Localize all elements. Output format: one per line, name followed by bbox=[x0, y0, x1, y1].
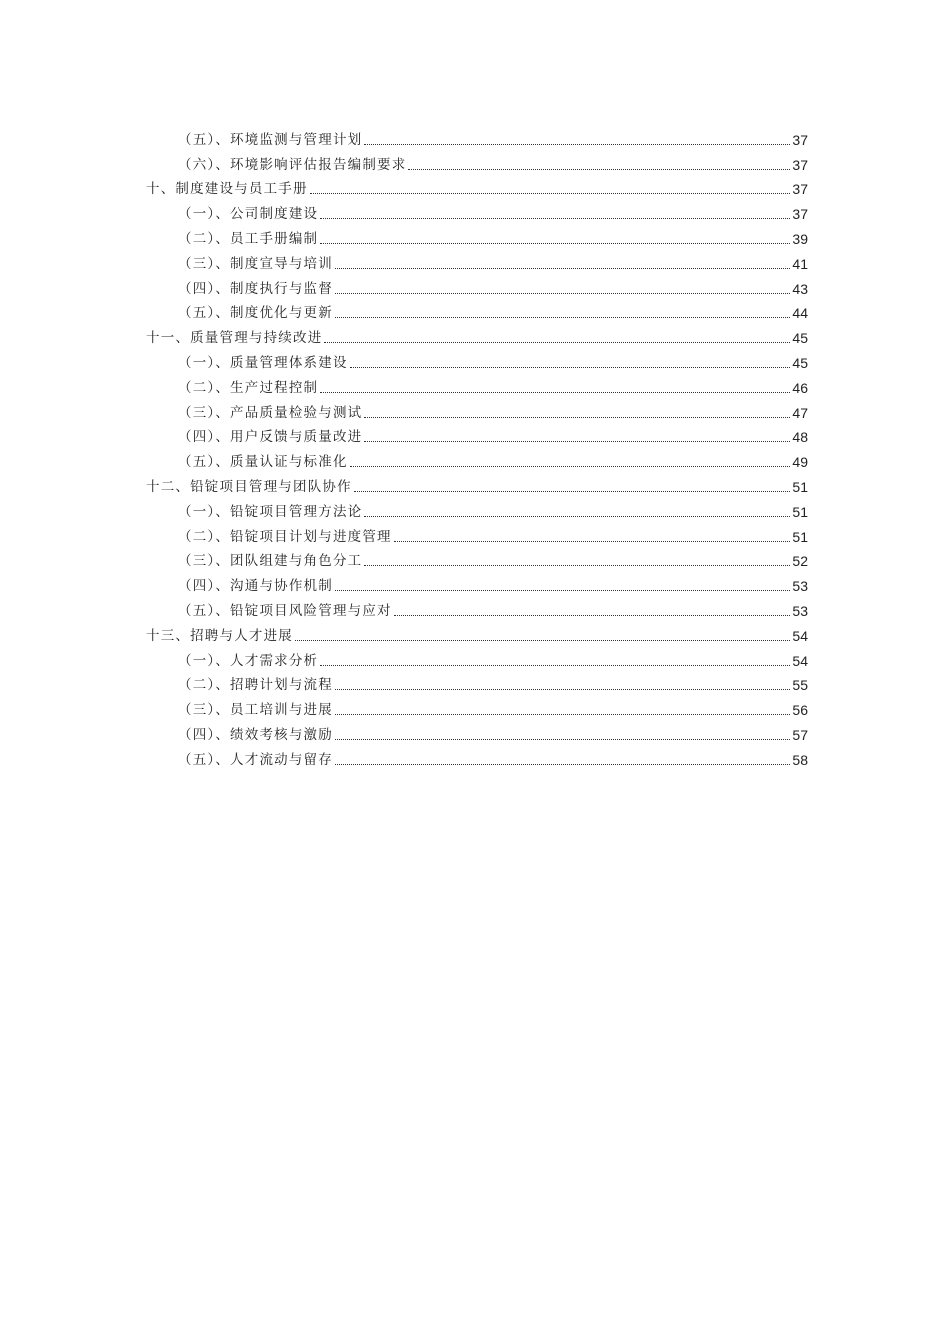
table-of-contents bbox=[146, 124, 808, 769]
toc-page-number: 53 bbox=[792, 602, 808, 619]
toc-dot-leader bbox=[408, 169, 790, 170]
toc-page-number: 53 bbox=[792, 578, 808, 595]
toc-section-entry[interactable] bbox=[146, 273, 808, 298]
toc-dot-leader bbox=[364, 441, 790, 442]
toc-entry-label: 十三、招聘与人才进展 bbox=[146, 627, 293, 644]
toc-dot-leader bbox=[320, 665, 790, 666]
toc-entry-label: （五）、制度优化与更新 bbox=[178, 305, 333, 322]
toc-section-entry[interactable] bbox=[146, 422, 808, 447]
toc-entry-label: （三）、员工培训与进展 bbox=[178, 702, 333, 719]
toc-page-number: 48 bbox=[792, 429, 808, 446]
toc-dot-leader bbox=[364, 565, 790, 566]
toc-entry-label: （五）、人才流动与留存 bbox=[178, 751, 333, 768]
toc-entry-label: （二）、生产过程控制 bbox=[178, 379, 319, 396]
toc-page-number: 44 bbox=[792, 305, 808, 322]
toc-dot-leader bbox=[335, 714, 790, 715]
toc-page-number: 45 bbox=[792, 354, 808, 371]
toc-section-entry[interactable] bbox=[146, 124, 808, 149]
toc-dot-leader bbox=[335, 293, 790, 294]
toc-page-number: 51 bbox=[792, 503, 808, 520]
toc-dot-leader bbox=[364, 417, 790, 418]
toc-dot-leader bbox=[354, 491, 791, 492]
toc-entry-label: （五）、铅锭项目风险管理与应对 bbox=[178, 602, 392, 619]
toc-section-entry[interactable] bbox=[146, 670, 808, 695]
toc-page-number: 51 bbox=[792, 528, 808, 545]
toc-entry-label: （三）、团队组建与角色分工 bbox=[178, 553, 363, 570]
toc-entry-label: （二）、铅锭项目计划与进度管理 bbox=[178, 528, 392, 545]
toc-page-number: 54 bbox=[792, 652, 808, 669]
toc-dot-leader bbox=[394, 615, 791, 616]
toc-page-number: 56 bbox=[792, 702, 808, 719]
toc-entry-label: （四）、用户反馈与质量改进 bbox=[178, 429, 363, 446]
toc-section-entry[interactable] bbox=[146, 694, 808, 719]
toc-page-number: 37 bbox=[792, 181, 808, 198]
toc-dot-leader bbox=[335, 689, 790, 690]
toc-dot-leader bbox=[335, 317, 790, 318]
toc-dot-leader bbox=[394, 541, 791, 542]
toc-chapter-entry[interactable] bbox=[146, 471, 808, 496]
toc-entry-label: （一）、公司制度建设 bbox=[178, 206, 319, 223]
toc-dot-leader bbox=[335, 590, 790, 591]
toc-section-entry[interactable] bbox=[146, 298, 808, 323]
toc-entry-label: （四）、绩效考核与激励 bbox=[178, 726, 333, 743]
toc-section-entry[interactable] bbox=[146, 347, 808, 372]
toc-chapter-entry[interactable] bbox=[146, 620, 808, 645]
toc-entry-label: （四）、制度执行与监督 bbox=[178, 280, 333, 297]
toc-dot-leader bbox=[320, 218, 790, 219]
toc-page-number: 39 bbox=[792, 230, 808, 247]
toc-entry-label: （五）、质量认证与标准化 bbox=[178, 454, 348, 471]
toc-entry-label: 十一、质量管理与持续改进 bbox=[146, 330, 323, 347]
toc-section-entry[interactable] bbox=[146, 446, 808, 471]
toc-dot-leader bbox=[335, 739, 790, 740]
toc-dot-leader bbox=[364, 516, 790, 517]
toc-dot-leader bbox=[310, 193, 791, 194]
toc-dot-leader bbox=[324, 342, 790, 343]
toc-page-number: 45 bbox=[792, 330, 808, 347]
toc-dot-leader bbox=[295, 640, 790, 641]
toc-entry-label: 十、制度建设与员工手册 bbox=[146, 181, 308, 198]
toc-page-number: 57 bbox=[792, 726, 808, 743]
toc-section-entry[interactable] bbox=[146, 719, 808, 744]
toc-entry-label: （一）、人才需求分析 bbox=[178, 652, 319, 669]
toc-page-number: 54 bbox=[792, 627, 808, 644]
toc-page-number: 52 bbox=[792, 553, 808, 570]
toc-section-entry[interactable] bbox=[146, 223, 808, 248]
toc-page-number: 41 bbox=[792, 255, 808, 272]
toc-page-number: 47 bbox=[792, 404, 808, 421]
toc-dot-leader bbox=[320, 392, 790, 393]
toc-dot-leader bbox=[364, 144, 790, 145]
toc-entry-label: （五）、环境监测与管理计划 bbox=[178, 131, 363, 148]
toc-section-entry[interactable] bbox=[146, 595, 808, 620]
toc-section-entry[interactable] bbox=[146, 521, 808, 546]
toc-chapter-entry[interactable] bbox=[146, 322, 808, 347]
toc-dot-leader bbox=[335, 764, 790, 765]
toc-entry-label: （六）、环境影响评估报告编制要求 bbox=[178, 156, 407, 173]
toc-entry-label: （三）、制度宣导与培训 bbox=[178, 255, 333, 272]
toc-entry-label: （一）、质量管理体系建设 bbox=[178, 354, 348, 371]
toc-page-number: 46 bbox=[792, 379, 808, 396]
toc-section-entry[interactable] bbox=[146, 546, 808, 571]
toc-dot-leader bbox=[335, 268, 790, 269]
toc-entry-label: （一）、铅锭项目管理方法论 bbox=[178, 503, 363, 520]
toc-section-entry[interactable] bbox=[146, 198, 808, 223]
toc-page-number: 37 bbox=[792, 206, 808, 223]
toc-section-entry[interactable] bbox=[146, 744, 808, 769]
toc-entry-label: 十二、铅锭项目管理与团队协作 bbox=[146, 478, 352, 495]
toc-section-entry[interactable] bbox=[146, 248, 808, 273]
toc-dot-leader bbox=[320, 243, 790, 244]
toc-entry-label: （三）、产品质量检验与测试 bbox=[178, 404, 363, 421]
toc-page-number: 55 bbox=[792, 677, 808, 694]
toc-section-entry[interactable] bbox=[146, 372, 808, 397]
toc-page-number: 51 bbox=[792, 478, 808, 495]
toc-entry-label: （二）、招聘计划与流程 bbox=[178, 677, 333, 694]
toc-page-number: 37 bbox=[792, 156, 808, 173]
toc-entry-label: （二）、员工手册编制 bbox=[178, 230, 319, 247]
toc-entry-label: （四）、沟通与协作机制 bbox=[178, 578, 333, 595]
toc-section-entry[interactable] bbox=[146, 397, 808, 422]
toc-page-number: 49 bbox=[792, 454, 808, 471]
toc-dot-leader bbox=[350, 466, 791, 467]
toc-page-number: 58 bbox=[792, 751, 808, 768]
toc-chapter-entry[interactable] bbox=[146, 174, 808, 199]
toc-page-number: 37 bbox=[792, 131, 808, 148]
toc-section-entry[interactable] bbox=[146, 570, 808, 595]
toc-page-number: 43 bbox=[792, 280, 808, 297]
toc-section-entry[interactable] bbox=[146, 496, 808, 521]
toc-section-entry[interactable] bbox=[146, 149, 808, 174]
toc-section-entry[interactable] bbox=[146, 645, 808, 670]
toc-dot-leader bbox=[350, 367, 791, 368]
